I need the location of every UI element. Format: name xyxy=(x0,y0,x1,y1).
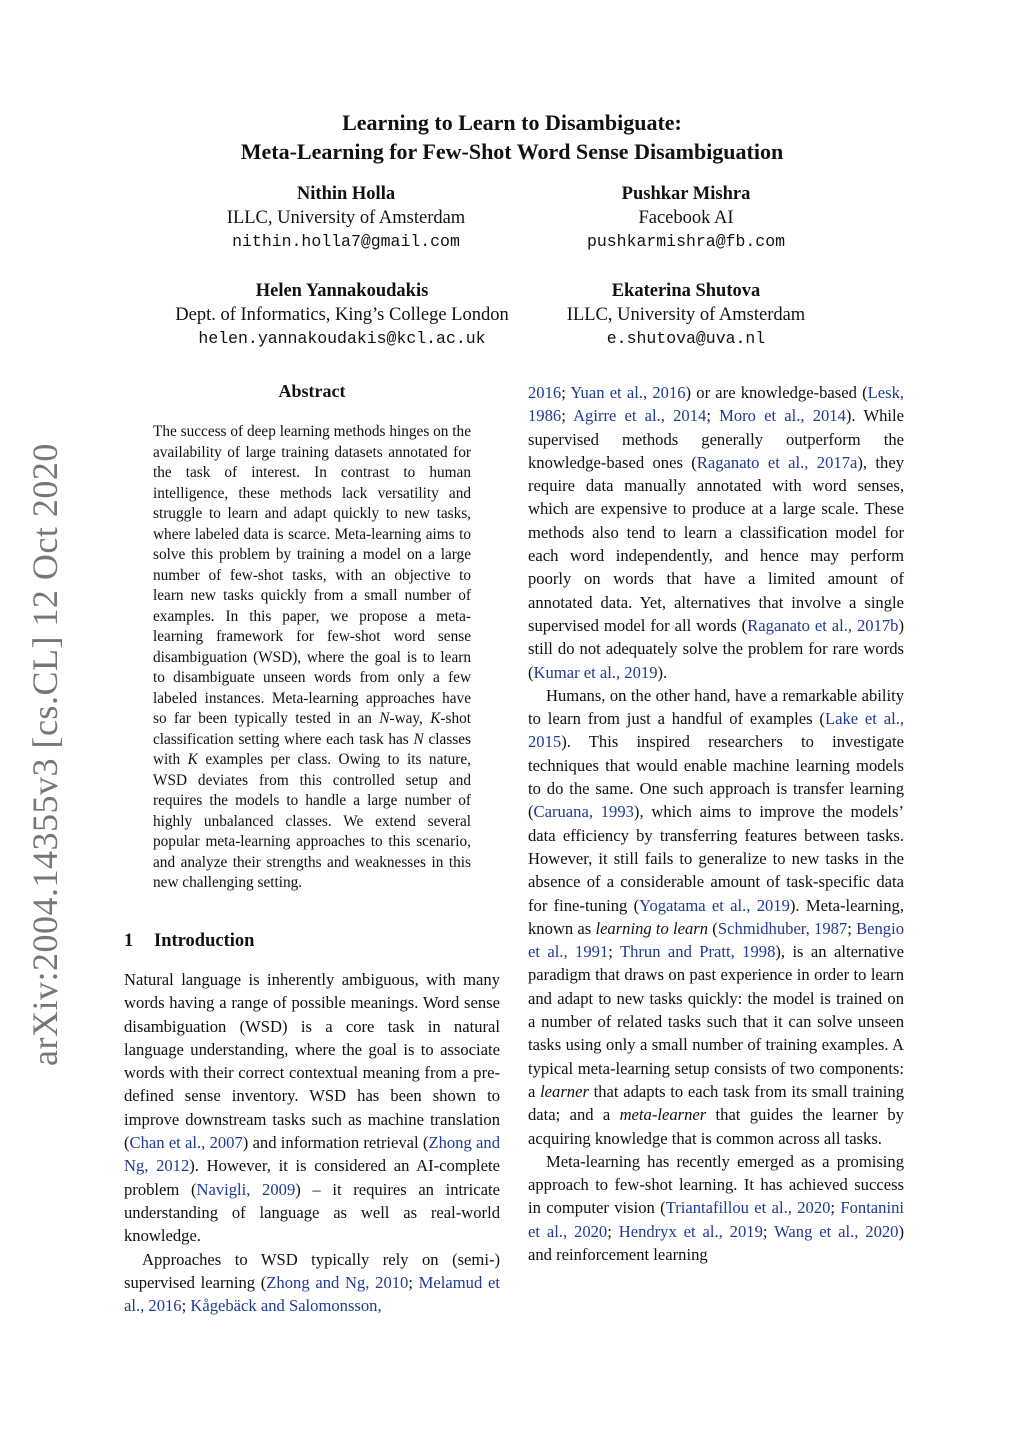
citation-link[interactable]: Yuan et al., 2016 xyxy=(570,383,686,402)
citation-link[interactable]: Schmidhuber, 1987 xyxy=(717,918,848,938)
abstract-heading: Abstract xyxy=(278,381,346,401)
citation-link[interactable]: Hendryx et al., 2019 xyxy=(618,1221,763,1241)
citation-link[interactable]: Melamud et al., 2016 xyxy=(124,1272,500,1316)
paragraph: 2016; Yuan et al., 2016) or are knowledge-based (Lesk, 1986; Agirre et al., 2014; Moro et al., 2014). While supervised methods generally outperform the knowledge-based ones (Raganato et al., 2017a), they require data manually annotated with word senses, which are expensive to produce at a large scale. These methods also tend to learn a classification model for each word independently, and hence may perform poorly on words that have a limited amount of annotated data. Yet, alternatives that involve a single supervised model for all words (Raganato et al., 2017b) still do not adequately solve the problem for rare words (Kumar et al., 2019). xyxy=(528,383,905,682)
paragraph: Meta-learning has recently emerged as a promising approach to few-shot learning. It has achieved success in computer vision (Triantafillou et al., 2020; Fontanini et al., 2020; Hendryx et al., 2019; Wang et al., 2020) and reinforcement learning xyxy=(528,1151,904,1264)
title-line-2: Meta-Learning for Few-Shot Word Sense Disambiguation xyxy=(240,139,784,164)
citation-link[interactable]: Caruana, 1993 xyxy=(533,802,634,822)
author-affiliation: ILLC, University of Amsterdam xyxy=(226,208,466,228)
citation-link[interactable]: Moro et al., 2014 xyxy=(719,406,846,426)
author-email[interactable]: nithin.holla7@gmail.com xyxy=(232,232,460,251)
author-affiliation: Facebook AI xyxy=(638,208,734,228)
author-email[interactable]: e.shutova@uva.nl xyxy=(606,329,766,348)
section-number: 1 xyxy=(124,931,134,951)
citation-link[interactable]: Zhong and Ng, 2010 xyxy=(266,1272,409,1292)
section-title: Introduction xyxy=(154,931,255,951)
author-email[interactable]: pushkarmishra@fb.com xyxy=(586,232,786,251)
citation-link[interactable]: Fontanini et al., 2020 xyxy=(528,1198,904,1241)
left-column-body xyxy=(124,968,500,1317)
citation-link[interactable]: Navigli, 2009 xyxy=(196,1179,296,1199)
citation-link[interactable]: Thrun and Pratt, 1998 xyxy=(619,942,776,962)
paragraph: Approaches to WSD typically rely on (semi-) supervised learning (Zhong and Ng, 2010; Melamud et al., 2016; Kågebäck and Salomonsson, xyxy=(124,1249,500,1316)
right-column-body xyxy=(528,381,904,1266)
citation-link[interactable]: Wang et al., 2020 xyxy=(774,1221,899,1241)
arxiv-identifier: arXiv:2004.14355v3 [cs.CL] 12 Oct 2020 xyxy=(25,443,65,1067)
abstract-text: The success of deep learning methods hinges on the availability of large training datasets annotated for the task of interest. In contrast to human intelligence, these methods lack versatility and struggle to learn and adapt quickly to new tasks, where labeled data is scarce. Meta-learning aims to solve this problem by training a model on a large number of few-shot tasks, with an objective to learn new tasks quickly from a small number of examples. In this paper, we propose a meta-learning framework for few-shot word sense disambiguation (WSD), where the goal is to learn to disambiguate unseen words from only a few labeled instances. Meta-learning approaches have so far been typically tested in an N-way, K-shot classification setting where each task has N classes with K examples per class. Owing to its nature, WSD deviates from this controlled setup and requires the models to handle a large number of highly unbalanced classes. We extend several popular meta-learning approaches to this scenario, and analyze their strengths and weaknesses in this new challenging setting. xyxy=(153,423,472,891)
citation-link[interactable]: Agirre et al., 2014 xyxy=(573,406,707,426)
author-email[interactable]: helen.yannakoudakis@kcl.ac.uk xyxy=(198,329,486,348)
author-affiliation: Dept. of Informatics, King’s College London xyxy=(175,305,509,325)
paper-title xyxy=(120,108,904,166)
citation-link[interactable]: Zhong and Ng, 2012 xyxy=(124,1133,500,1176)
citation-link[interactable]: Chan et al., 2007 xyxy=(129,1133,243,1153)
author-name: Helen Yannakoudakis xyxy=(255,281,429,301)
title-line-1: Learning to Learn to Disambiguate: xyxy=(342,110,682,135)
citation-link[interactable]: Kågebäck and Salomonsson, xyxy=(190,1296,382,1316)
paragraph: Natural language is inherently ambiguous, with many words having a range of possible meanings. Word sense disambiguation (WSD) is a core task in natural language understanding, where the goal is to associate words with their correct contextual meaning from a pre-defined sense inventory. WSD has been shown to improve downstream tasks such as machine translation (Chan et al., 2007) and information retrieval (Zhong and Ng, 2012). However, it is considered an AI-complete problem (Navigli, 2009) – it requires an intricate understanding of language as well as real-world knowledge. xyxy=(124,970,500,1246)
citation-link[interactable]: Bengio et al., 1991 xyxy=(528,918,905,962)
citation-link[interactable]: Raganato et al., 2017a xyxy=(696,452,858,472)
citation-link[interactable]: 2016 xyxy=(528,383,562,402)
citation-link[interactable]: Yogatama et al., 2019 xyxy=(639,895,790,915)
citation-link[interactable]: Lake et al., 2015 xyxy=(528,709,904,752)
citation-link[interactable]: Kumar et al., 2019 xyxy=(533,662,658,682)
paragraph: Humans, on the other hand, have a remarkable ability to learn from just a handful of examples (Lake et al., 2015). This inspired researchers to investigate techniques that would enable machine learning models to do the same. One such approach is transfer learning (Caruana, 1993), which aims to improve the models’ data efficiency by transferring features between tasks. However, it still fails to generalize to new tasks in the absence of a considerable amount of task-specific data for fine-tuning (Yogatama et al., 2019). Meta-learning, known as learning to learn (Schmidhuber, 1987; Bengio et al., 1991; Thrun and Pratt, 1998), is an alternative paradigm that draws on past experience in order to learn and adapt to new tasks quickly: the model is trained on a number of related tasks such that it can solve unseen tasks using only a small number of training examples. A typical meta-learning setup consists of two components: a learner that adapts to each task from its small training data; and a meta-learner that guides the learner by acquiring knowledge that is common across all tasks. xyxy=(528,685,905,1148)
citation-link[interactable]: Lesk, 1986 xyxy=(528,383,905,426)
author-block xyxy=(476,279,896,351)
author-name: Ekaterina Shutova xyxy=(611,281,761,301)
section-heading-introduction xyxy=(124,931,254,952)
author-name: Nithin Holla xyxy=(296,184,396,204)
author-affiliation: ILLC, University of Amsterdam xyxy=(566,305,806,325)
citation-link[interactable]: Triantafillou et al., 2020 xyxy=(665,1198,831,1218)
author-name: Pushkar Mishra xyxy=(621,184,751,204)
citation-link[interactable]: Raganato et al., 2017b xyxy=(747,615,899,635)
author-block xyxy=(476,182,896,254)
